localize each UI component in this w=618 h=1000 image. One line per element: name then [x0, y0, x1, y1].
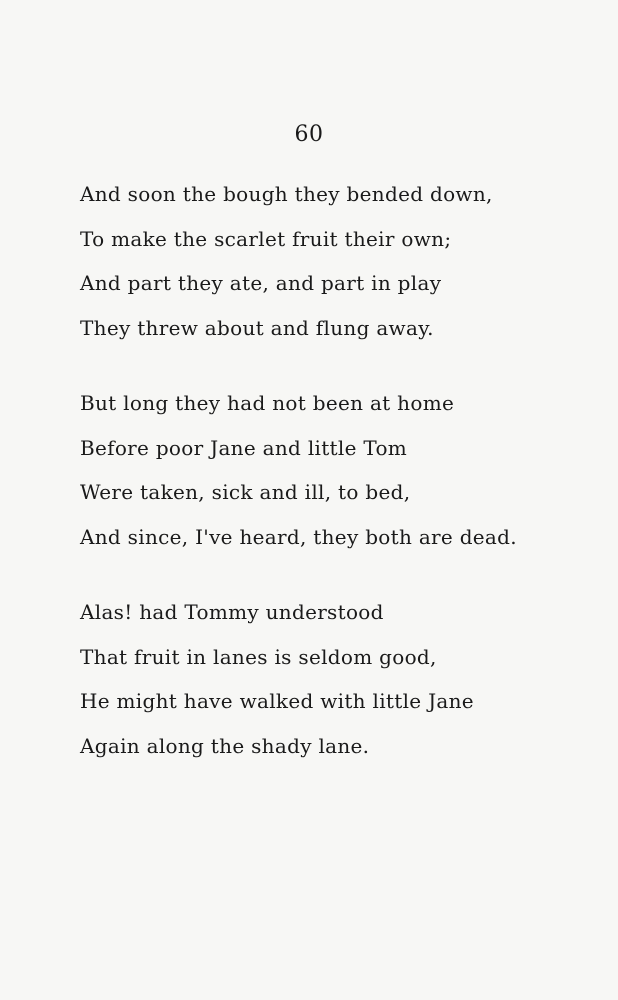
- poem-line: He might have walked with little Jane: [80, 689, 474, 713]
- poem-line: They threw about and flung away.: [80, 315, 434, 340]
- poem-line: That fruit in lanes is seldom good,: [80, 644, 437, 669]
- poem-line: Again along the shady lane.: [80, 733, 370, 758]
- stanza-2: [80, 381, 580, 559]
- poem-line: And soon the bough they bended down,: [80, 182, 493, 206]
- poem-line: Alas! had Tommy understood: [80, 600, 384, 624]
- poem-line: To make the scarlet fruit their own;: [80, 226, 452, 251]
- poem-line: And part they ate, and part in play: [80, 271, 442, 295]
- stanza-1: [80, 172, 580, 350]
- poem: [80, 172, 580, 799]
- poem-line: And since, I've heard, they both are dead.: [80, 524, 517, 549]
- poem-line: Were taken, sick and ill, to bed,: [80, 480, 411, 504]
- poem-line: Before poor Jane and little Tom: [80, 435, 408, 460]
- poem-line: But long they had not been at home: [80, 391, 455, 415]
- page-number: 60: [294, 122, 324, 147]
- stanza-3: [80, 590, 580, 768]
